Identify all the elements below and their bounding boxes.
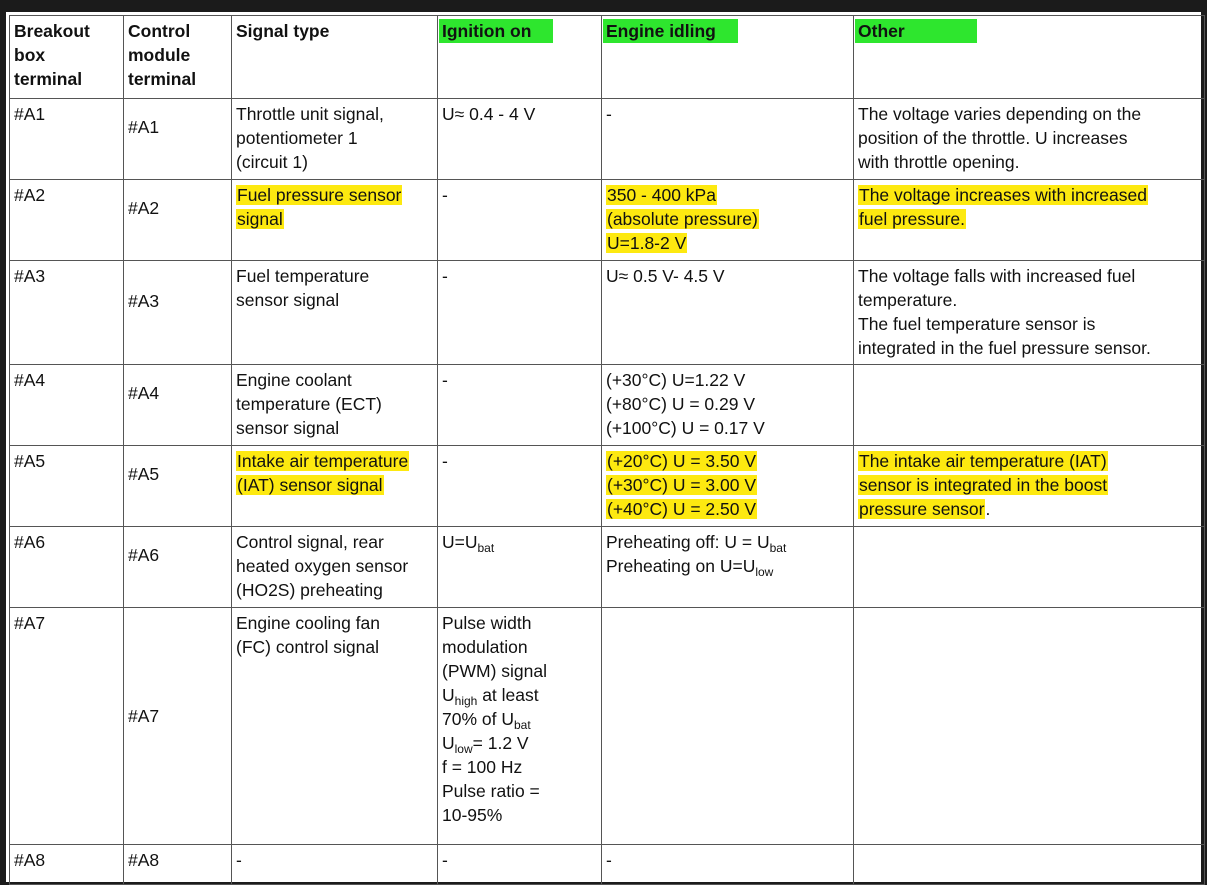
signal-type-cell: Engine cooling fan (FC) control signal <box>232 608 438 845</box>
engine-idling-cell: (+20°C) U = 3.50 V (+30°C) U = 3.00 V (+40°C) U = 2.50 V <box>602 446 854 527</box>
ignition-on-cell: - <box>438 261 602 365</box>
control-terminal-cell: #A3 <box>124 261 232 365</box>
other-cell: The intake air temperature (IAT) sensor is integrated in the boost pressure sensor. <box>854 446 1205 527</box>
other-cell: The voltage falls with increased fuel temperature. The fuel temperature sensor is integrated in the fuel pressure sensor. <box>854 261 1205 365</box>
table-row <box>10 99 1205 180</box>
ignition-on-cell: - <box>438 845 602 885</box>
header-signal-type: Signal type <box>232 16 438 99</box>
signal-type-cell: - <box>232 845 438 885</box>
header-engine-idling: Engine idling <box>602 16 854 99</box>
control-terminal-cell: #A5 <box>124 446 232 527</box>
signal-type-cell: Fuel temperature sensor signal <box>232 261 438 365</box>
table-row <box>10 365 1205 446</box>
table-row <box>10 845 1205 885</box>
ignition-on-cell: - <box>438 180 602 261</box>
table-row <box>10 180 1205 261</box>
other-cell <box>854 845 1205 885</box>
signal-type-cell: Fuel pressure sensor signal <box>232 180 438 261</box>
other-cell: The voltage increases with increased fuel pressure. <box>854 180 1205 261</box>
header-control-module-terminal: Control module terminal <box>124 16 232 99</box>
engine-idling-cell: - <box>602 845 854 885</box>
breakout-terminal-cell: #A3 <box>10 261 124 365</box>
breakout-terminal-cell: #A5 <box>10 446 124 527</box>
signal-type-cell: Throttle unit signal, potentiometer 1 (circuit 1) <box>232 99 438 180</box>
ignition-on-cell: - <box>438 446 602 527</box>
ignition-on-cell: U≈ 0.4 - 4 V <box>438 99 602 180</box>
engine-idling-cell: 350 - 400 kPa (absolute pressure) U=1.8-2 V <box>602 180 854 261</box>
breakout-terminal-cell: #A1 <box>10 99 124 180</box>
signal-type-cell: Control signal, rear heated oxygen sensor (HO2S) preheating <box>232 527 438 608</box>
control-terminal-cell: #A6 <box>124 527 232 608</box>
control-terminal-cell: #A1 <box>124 99 232 180</box>
control-terminal-cell: #A4 <box>124 365 232 446</box>
table-row <box>10 446 1205 527</box>
breakout-terminal-cell: #A4 <box>10 365 124 446</box>
header-breakout-box-terminal: Breakout box terminal <box>10 16 124 99</box>
engine-idling-cell: (+30°C) U=1.22 V (+80°C) U = 0.29 V (+100°C) U = 0.17 V <box>602 365 854 446</box>
engine-idling-cell: - <box>602 99 854 180</box>
control-terminal-cell: #A7 <box>124 608 232 845</box>
other-cell: The voltage varies depending on the position of the throttle. U increases with throttle opening. <box>854 99 1205 180</box>
breakout-terminal-cell: #A2 <box>10 180 124 261</box>
other-cell <box>854 527 1205 608</box>
signal-type-cell: Intake air temperature (IAT) sensor signal <box>232 446 438 527</box>
ignition-on-cell: Pulse width modulation (PWM) signal $U_{high}$ at least 70% of $U_{bat}$ $U_{low}= 1.2$ V f = 100 Hz Pulse ratio = 10-95% <box>438 608 602 845</box>
engine-idling-cell: Preheating off: $U = U_{bat}$ Preheating on $U=U_{low}$ <box>602 527 854 608</box>
signal-table <box>9 15 1205 885</box>
header-other: Other <box>854 16 1205 99</box>
signal-type-cell: Engine coolant temperature (ECT) sensor signal <box>232 365 438 446</box>
control-terminal-cell: #A2 <box>124 180 232 261</box>
ignition-on-cell: - <box>438 365 602 446</box>
control-terminal-cell: #A8 <box>124 845 232 885</box>
ignition-on-cell: $U=U_{bat}$ <box>438 527 602 608</box>
header-row <box>10 16 1205 99</box>
engine-idling-cell <box>602 608 854 845</box>
other-cell <box>854 365 1205 446</box>
table-row <box>10 608 1205 845</box>
breakout-terminal-cell: #A7 <box>10 608 124 845</box>
other-cell <box>854 608 1205 845</box>
breakout-terminal-cell: #A6 <box>10 527 124 608</box>
breakout-terminal-cell: #A8 <box>10 845 124 885</box>
table-row <box>10 527 1205 608</box>
header-ignition-on: Ignition on <box>438 16 602 99</box>
engine-idling-cell: U≈ 0.5 V- 4.5 V <box>602 261 854 365</box>
document-page <box>6 12 1201 882</box>
table-row <box>10 261 1205 365</box>
